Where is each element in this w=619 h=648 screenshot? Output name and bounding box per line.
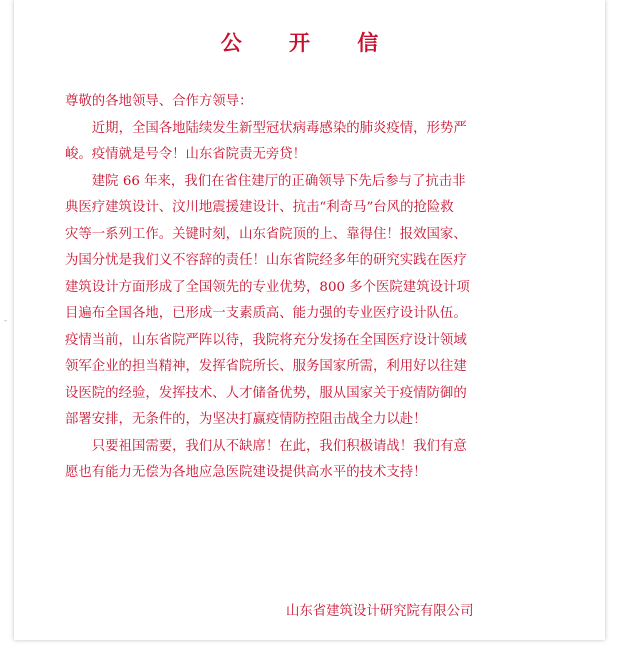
paragraph-2-line: 典医疗建筑设计、汶川地震援建设计、抗击“利奇马”台风的抢险救: [65, 200, 454, 215]
paragraph-3-line: 只要祖国需要，我们从不缺席！在此，我们积极请战！我们有意: [91, 438, 467, 454]
letter-body: [65, 89, 497, 487]
paragraph-2-line: 疫情当前，山东省院严阵以待，我院将充分发扬在全国医疗设计领域: [65, 332, 467, 348]
paragraph-2-line: 灾等一系列工作。关键时刻，山东省院顶的上、靠得住！报效国家、: [65, 226, 467, 242]
paragraph-2-line: 建筑设计方面形成了全国领先的专业优势，800 多个医院建筑设计项: [65, 279, 470, 295]
paragraph-2-line: 为国分忧是我们义不容辞的责任！山东省院经多年的研究实践在医疗: [65, 253, 467, 268]
paragraph-1: [65, 116, 497, 169]
paragraph-3: [65, 434, 497, 487]
paragraph-3-line: 愿也有能力无偿为各地应急医院建设提供高水平的技术支持！: [65, 465, 427, 480]
salutation: 尊敬的各地领导、合作方领导：: [65, 94, 253, 109]
paragraph-1-line: 峻。疫情就是号令！山东省院责无旁贷！: [65, 147, 307, 162]
paragraph-1-line: 近期，全国各地陆续发生新型冠状病毒感染的肺炎疫情，形势严: [91, 120, 467, 136]
paragraph-2-line: 领军企业的担当精神，发挥省院所长、服务国家所需，利用好以往建: [65, 359, 467, 374]
paragraph-2-line: 目遍布全国各地，已形成一支素质高、能力强的专业医疗设计队伍。: [65, 306, 467, 321]
paragraph-2-line: 部署安排，无条件的，为坚决打赢疫情防控阻击战全力以赴！: [65, 412, 427, 427]
document-title: 公 开 信: [220, 30, 399, 55]
margin-mark: -: [4, 316, 7, 325]
paragraph-2: [65, 169, 497, 434]
paragraph-2-line: 建院 66 年来，我们在省住建厅的正确领导下先后参与了抗击非: [91, 173, 466, 189]
paragraph-2-line: 设医院的经验，发挥技术、人才储备优势，服从国家关于疫情防御的: [65, 385, 467, 401]
signature: 山东省建筑设计研究院有限公司: [286, 604, 474, 619]
